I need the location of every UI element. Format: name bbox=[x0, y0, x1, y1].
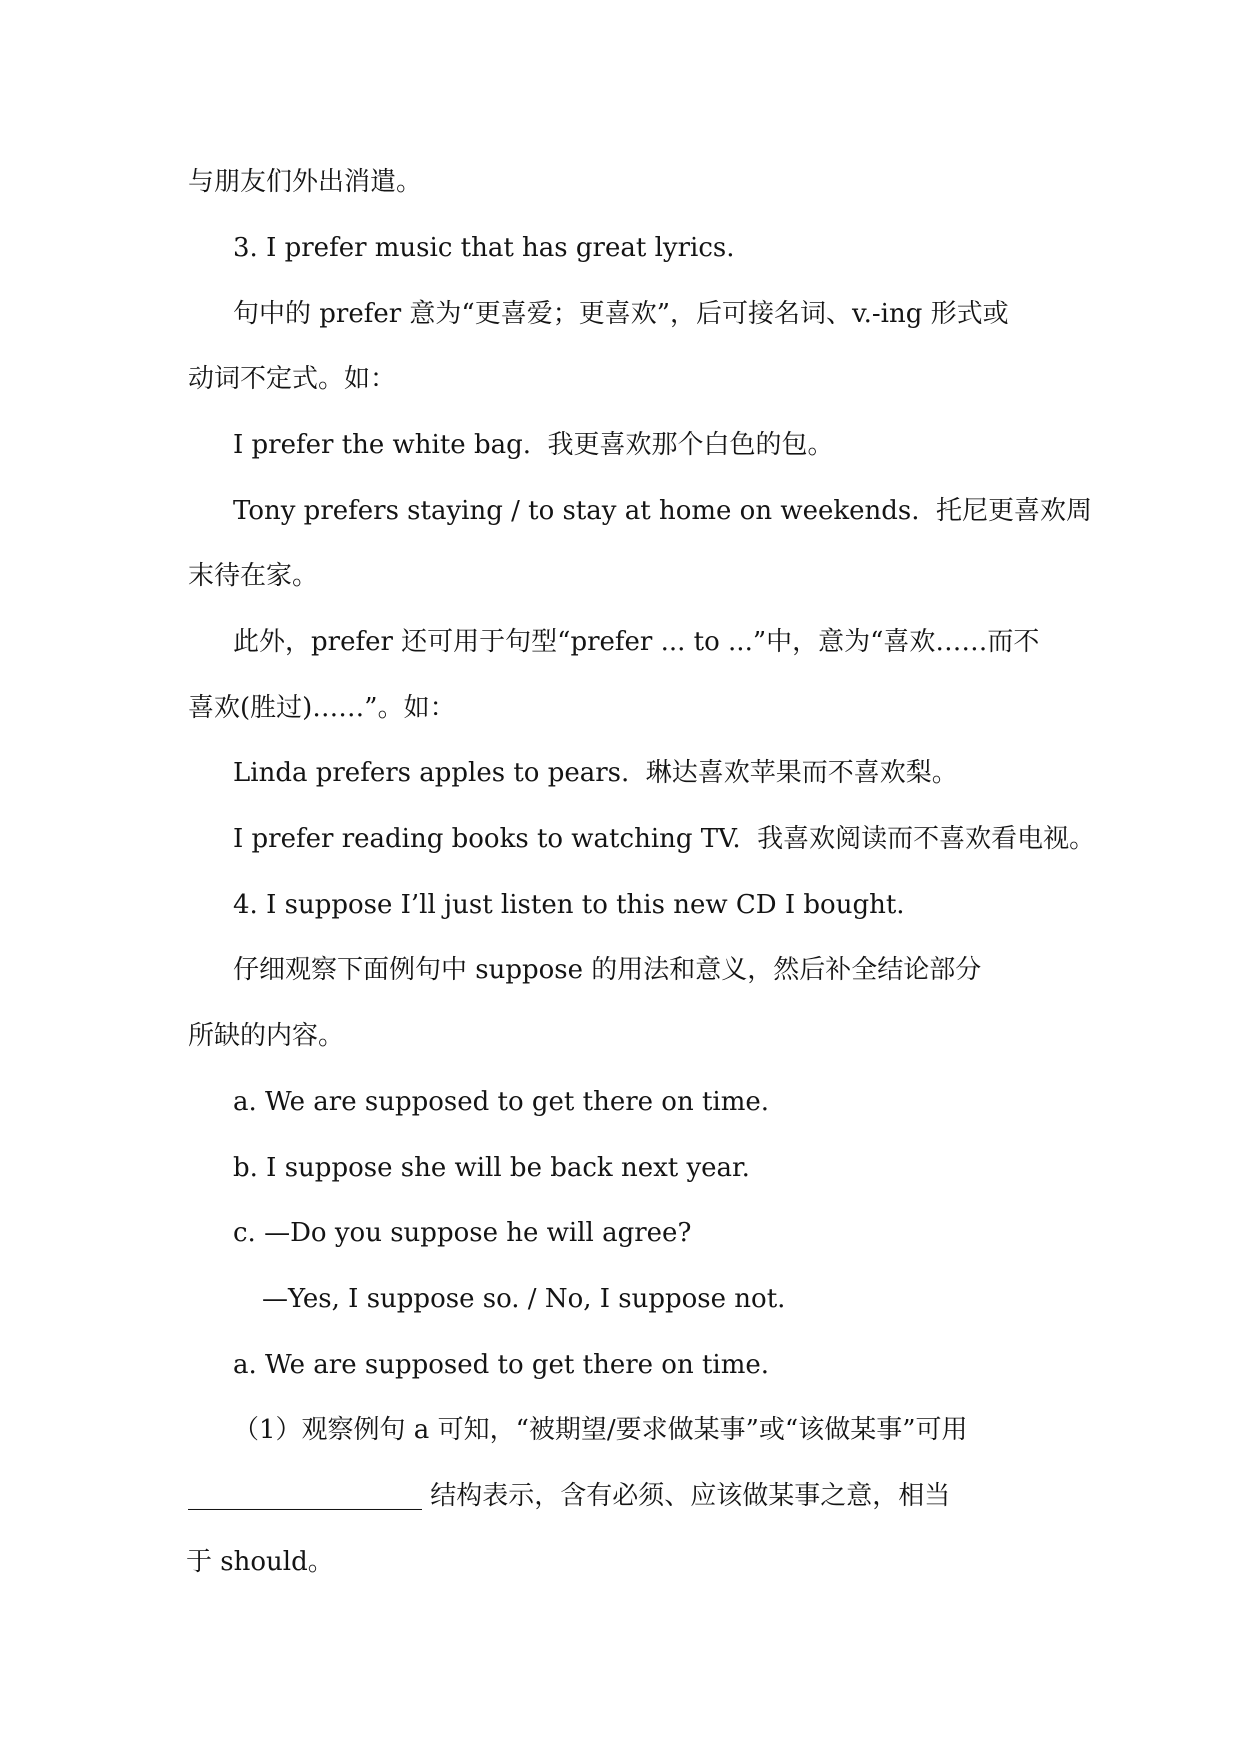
text-line: 仔细观察下面例句中 suppose 的用法和意义，然后补全结论部分 bbox=[233, 955, 982, 985]
text-line: 喜欢(胜过)……”。如： bbox=[188, 693, 456, 723]
text-line: 句中的 prefer 意为“更喜爱；更喜欢”，后可接名词、v.-ing 形式或 bbox=[233, 299, 1009, 329]
example-line: Tony prefers staying / to stay at home on weekends. 托尼更喜欢周 bbox=[233, 496, 1093, 526]
example-line: c. —Do you suppose he will agree? bbox=[233, 1218, 692, 1248]
example-line: 末待在家。 bbox=[188, 561, 319, 591]
example-line: I prefer reading books to watching TV. 我喜欢阅读而不喜欢看电视。 bbox=[233, 824, 1096, 854]
section-heading: 4. I suppose I’ll just listen to this new CD I bought. bbox=[233, 890, 905, 920]
question-line: （1）观察例句 a 可知，“被期望/要求做某事”或“该做某事”可用 bbox=[233, 1415, 968, 1445]
example-line: a. We are supposed to get there on time. bbox=[233, 1087, 770, 1117]
example-line: I prefer the white bag. 我更喜欢那个白色的包。 bbox=[233, 430, 834, 460]
example-line: a. We are supposed to get there on time. bbox=[233, 1350, 770, 1380]
text-line: 此外，prefer 还可用于句型“prefer ... to ...”中，意为“喜欢……而不 bbox=[233, 627, 1040, 657]
example-line: b. I suppose she will be back next year. bbox=[233, 1153, 750, 1183]
example-line: Linda prefers apples to pears. 琳达喜欢苹果而不喜欢梨。 bbox=[233, 758, 958, 788]
text-line: 动词不定式。如： bbox=[188, 364, 397, 394]
text-line: 所缺的内容。 bbox=[188, 1021, 345, 1051]
fill-in-blank-line: __________________ 结构表示，含有必须、应该做某事之意，相当 bbox=[188, 1481, 951, 1511]
example-line: —Yes, I suppose so. / No, I suppose not. bbox=[262, 1284, 786, 1314]
text-line: 与朋友们外出消遣。 bbox=[188, 167, 423, 197]
text-line: 于 should。 bbox=[186, 1547, 334, 1577]
section-heading: 3. I prefer music that has great lyrics. bbox=[233, 233, 735, 263]
